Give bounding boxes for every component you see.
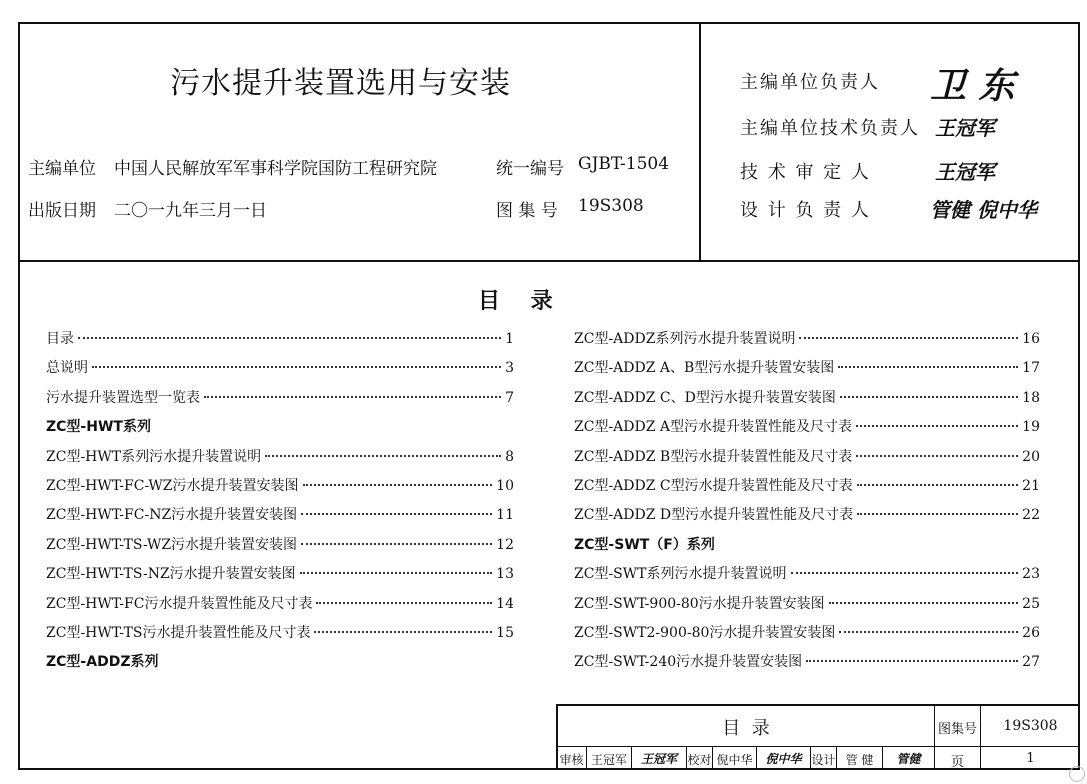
atlas-title: 污水提升装置选用与安装 bbox=[170, 66, 511, 101]
tb-atlas-label: 图集号 bbox=[937, 722, 977, 737]
atlas-no: 19S308 bbox=[578, 196, 644, 216]
signature-tech-review: 王冠军 bbox=[935, 160, 995, 184]
toc-entry[interactable] bbox=[574, 563, 1040, 585]
toc-entry[interactable] bbox=[574, 387, 1040, 409]
toc-entry-label: ZC型-ADDZ C型污水提升装置性能及尺寸表 bbox=[574, 478, 853, 494]
header-bottom-rule bbox=[18, 260, 1080, 262]
toc-entry-page: 21 bbox=[1022, 478, 1040, 494]
editor-unit: 中国人民解放军军事科学院国防工程研究院 bbox=[114, 159, 437, 179]
tb-atlas-no: 19S308 bbox=[1003, 718, 1058, 734]
toc-section-heading: ZC型-HWT系列 bbox=[46, 419, 151, 436]
toc-entry-label: ZC型-SWT系列污水提升装置说明 bbox=[574, 566, 787, 583]
role-tech-review: 技 术 审 定 人 bbox=[740, 162, 871, 183]
toc-entry-label: ZC型-SWT2-900-80污水提升装置安装图 bbox=[574, 625, 836, 641]
toc-entry[interactable] bbox=[574, 504, 1040, 526]
tb-check-signature: 倪中华 bbox=[765, 752, 802, 766]
toc-entry-page: 19 bbox=[1022, 419, 1040, 436]
toc-entry-label: ZC型-ADDZ B型污水提升装置性能及尺寸表 bbox=[574, 448, 853, 465]
toc-entry[interactable] bbox=[574, 446, 1040, 468]
toc-entry-page: 1 bbox=[505, 331, 514, 347]
toc-leader-dots bbox=[840, 396, 1018, 398]
toc-leader-dots bbox=[314, 631, 492, 633]
toc-entry-page: 10 bbox=[496, 478, 514, 494]
tb-page-no: 1 bbox=[1026, 751, 1035, 766]
toc-entry-page: 26 bbox=[1022, 625, 1040, 641]
signature-tech-chief: 王冠军 bbox=[935, 116, 995, 140]
unified-code: GJBT-1504 bbox=[578, 154, 670, 174]
toc-entry-page: 7 bbox=[505, 389, 514, 406]
tb-name: 目 录 bbox=[722, 718, 770, 739]
toc-entry-label: 总说明 bbox=[46, 360, 88, 377]
toc-leader-dots bbox=[78, 337, 501, 339]
tb-mid-rule bbox=[556, 746, 1080, 747]
toc-entry-label: ZC型-HWT-FC污水提升装置性能及尺寸表 bbox=[46, 595, 313, 612]
toc-entry-page: 15 bbox=[496, 625, 514, 641]
toc-leader-dots bbox=[829, 602, 1018, 604]
toc-entry-page: 12 bbox=[496, 536, 514, 553]
toc-entry-label: ZC型-SWT-240污水提升装置安装图 bbox=[574, 654, 803, 671]
toc-entry[interactable] bbox=[46, 475, 514, 497]
tb-check-name: 倪中华 bbox=[716, 753, 753, 767]
toc-entry-page: 3 bbox=[505, 360, 514, 377]
toc-leader-dots bbox=[301, 513, 492, 515]
toc-entry[interactable] bbox=[574, 328, 1040, 350]
toc-leader-dots bbox=[856, 425, 1018, 427]
publish-date-label: 出版日期 bbox=[28, 201, 96, 221]
toc-leader-dots bbox=[839, 631, 1018, 633]
toc-entry-label: ZC型-HWT-FC-WZ污水提升装置安装图 bbox=[46, 478, 299, 494]
toc-entry-label: ZC型-HWT-TS污水提升装置性能及尺寸表 bbox=[46, 625, 311, 641]
toc-leader-dots bbox=[799, 337, 1018, 339]
toc-entry-label: ZC型-SWT-900-80污水提升装置安装图 bbox=[574, 595, 825, 612]
tb-review-name: 王冠军 bbox=[590, 753, 627, 767]
toc-entry-label: ZC型-ADDZ A型污水提升装置性能及尺寸表 bbox=[574, 419, 853, 436]
toc-entry[interactable] bbox=[46, 328, 514, 350]
toc-section-heading: ZC型-ADDZ系列 bbox=[46, 654, 159, 671]
header-divider bbox=[699, 22, 701, 262]
toc-entry[interactable] bbox=[574, 593, 1040, 615]
toc-entry-page: 16 bbox=[1022, 331, 1040, 347]
toc-heading: 目 录 bbox=[478, 288, 553, 314]
toc-entry-page: 23 bbox=[1022, 566, 1040, 583]
toc-entry[interactable] bbox=[46, 357, 514, 379]
toc-entry-label: ZC型-ADDZ系列污水提升装置说明 bbox=[574, 331, 796, 347]
toc-entry[interactable] bbox=[574, 475, 1040, 497]
toc-entry[interactable] bbox=[574, 416, 1040, 438]
toc-entry-page: 22 bbox=[1022, 507, 1040, 524]
toc-entry-page: 18 bbox=[1022, 389, 1040, 406]
toc-entry-label: ZC型-ADDZ C、D型污水提升装置安装图 bbox=[574, 389, 836, 406]
toc-leader-dots bbox=[301, 543, 492, 545]
unified-code-label: 统一编号 bbox=[496, 159, 564, 179]
toc-leader-dots bbox=[316, 602, 492, 604]
signature-design-chief: 管健 倪中华 bbox=[930, 198, 1037, 222]
editor-unit-label: 主编单位 bbox=[28, 159, 96, 179]
toc-entry[interactable] bbox=[46, 622, 514, 644]
corner-stamp-icon bbox=[1069, 766, 1085, 782]
tb-design-signature: 管健 bbox=[896, 752, 921, 766]
toc-leader-dots bbox=[806, 660, 1018, 662]
toc-entry-page: 13 bbox=[496, 566, 514, 583]
toc-leader-dots bbox=[204, 396, 501, 398]
toc-leader-dots bbox=[791, 572, 1019, 574]
toc-entry-label: ZC型-HWT系列污水提升装置说明 bbox=[46, 448, 262, 465]
signature-chief-unit: 卫 东 bbox=[930, 65, 1015, 107]
toc-entry-page: 8 bbox=[505, 448, 514, 465]
toc-entry[interactable] bbox=[574, 357, 1040, 379]
toc-entry-label: 目录 bbox=[46, 331, 74, 347]
toc-entry[interactable] bbox=[46, 563, 514, 585]
toc-entry-page: 20 bbox=[1022, 448, 1040, 465]
toc-leader-dots bbox=[303, 484, 493, 486]
toc-entry[interactable] bbox=[574, 622, 1040, 644]
tb-top-rule bbox=[556, 704, 1080, 706]
atlas-no-label: 图 集 号 bbox=[496, 201, 558, 221]
toc-entry[interactable] bbox=[46, 446, 514, 468]
tb-design-label: 设计 bbox=[811, 753, 836, 767]
tb-review-signature: 王冠军 bbox=[640, 752, 677, 766]
toc-entry-label: ZC型-HWT-TS-NZ污水提升装置安装图 bbox=[46, 566, 296, 583]
toc-section-heading: ZC型-SWT（F）系列 bbox=[574, 536, 715, 553]
toc-entry-label: ZC型-ADDZ A、B型污水提升装置安装图 bbox=[574, 360, 835, 377]
role-design-chief: 设 计 负 责 人 bbox=[740, 200, 871, 221]
toc-leader-dots bbox=[857, 484, 1019, 486]
toc-entry-page: 27 bbox=[1022, 654, 1040, 671]
tb-check-label: 校对 bbox=[687, 753, 712, 767]
publish-date: 二〇一九年三月一日 bbox=[114, 201, 267, 221]
toc-leader-dots bbox=[265, 455, 501, 457]
toc-leader-dots bbox=[856, 455, 1018, 457]
role-chief-unit: 主编单位负责人 bbox=[740, 72, 880, 93]
toc-leader-dots bbox=[92, 366, 501, 368]
toc-entry[interactable] bbox=[46, 593, 514, 615]
toc-leader-dots bbox=[300, 572, 492, 574]
toc-entry-page: 25 bbox=[1022, 595, 1040, 612]
toc-entry[interactable] bbox=[46, 534, 514, 556]
toc-entry-label: ZC型-HWT-TS-WZ污水提升装置安装图 bbox=[46, 536, 298, 553]
toc-entry-page: 11 bbox=[496, 507, 514, 524]
toc-entry-label: ZC型-HWT-FC-NZ污水提升装置安装图 bbox=[46, 507, 298, 524]
toc-entry-label: ZC型-ADDZ D型污水提升装置性能及尺寸表 bbox=[574, 507, 854, 524]
tb-page-label: 页 bbox=[950, 755, 964, 770]
role-tech-chief: 主编单位技术负责人 bbox=[740, 118, 920, 139]
tb-review-label: 审核 bbox=[559, 753, 584, 767]
toc-leader-dots bbox=[838, 366, 1018, 368]
toc-entry[interactable] bbox=[574, 651, 1040, 673]
tb-design-name: 管 健 bbox=[845, 753, 874, 767]
toc-entry-label: 污水提升装置选型一览表 bbox=[46, 389, 200, 406]
toc-entry[interactable] bbox=[46, 387, 514, 409]
toc-entry-page: 14 bbox=[496, 595, 514, 612]
toc-entry[interactable] bbox=[46, 504, 514, 526]
toc-leader-dots bbox=[857, 513, 1018, 515]
toc-entry-page: 17 bbox=[1022, 360, 1040, 377]
